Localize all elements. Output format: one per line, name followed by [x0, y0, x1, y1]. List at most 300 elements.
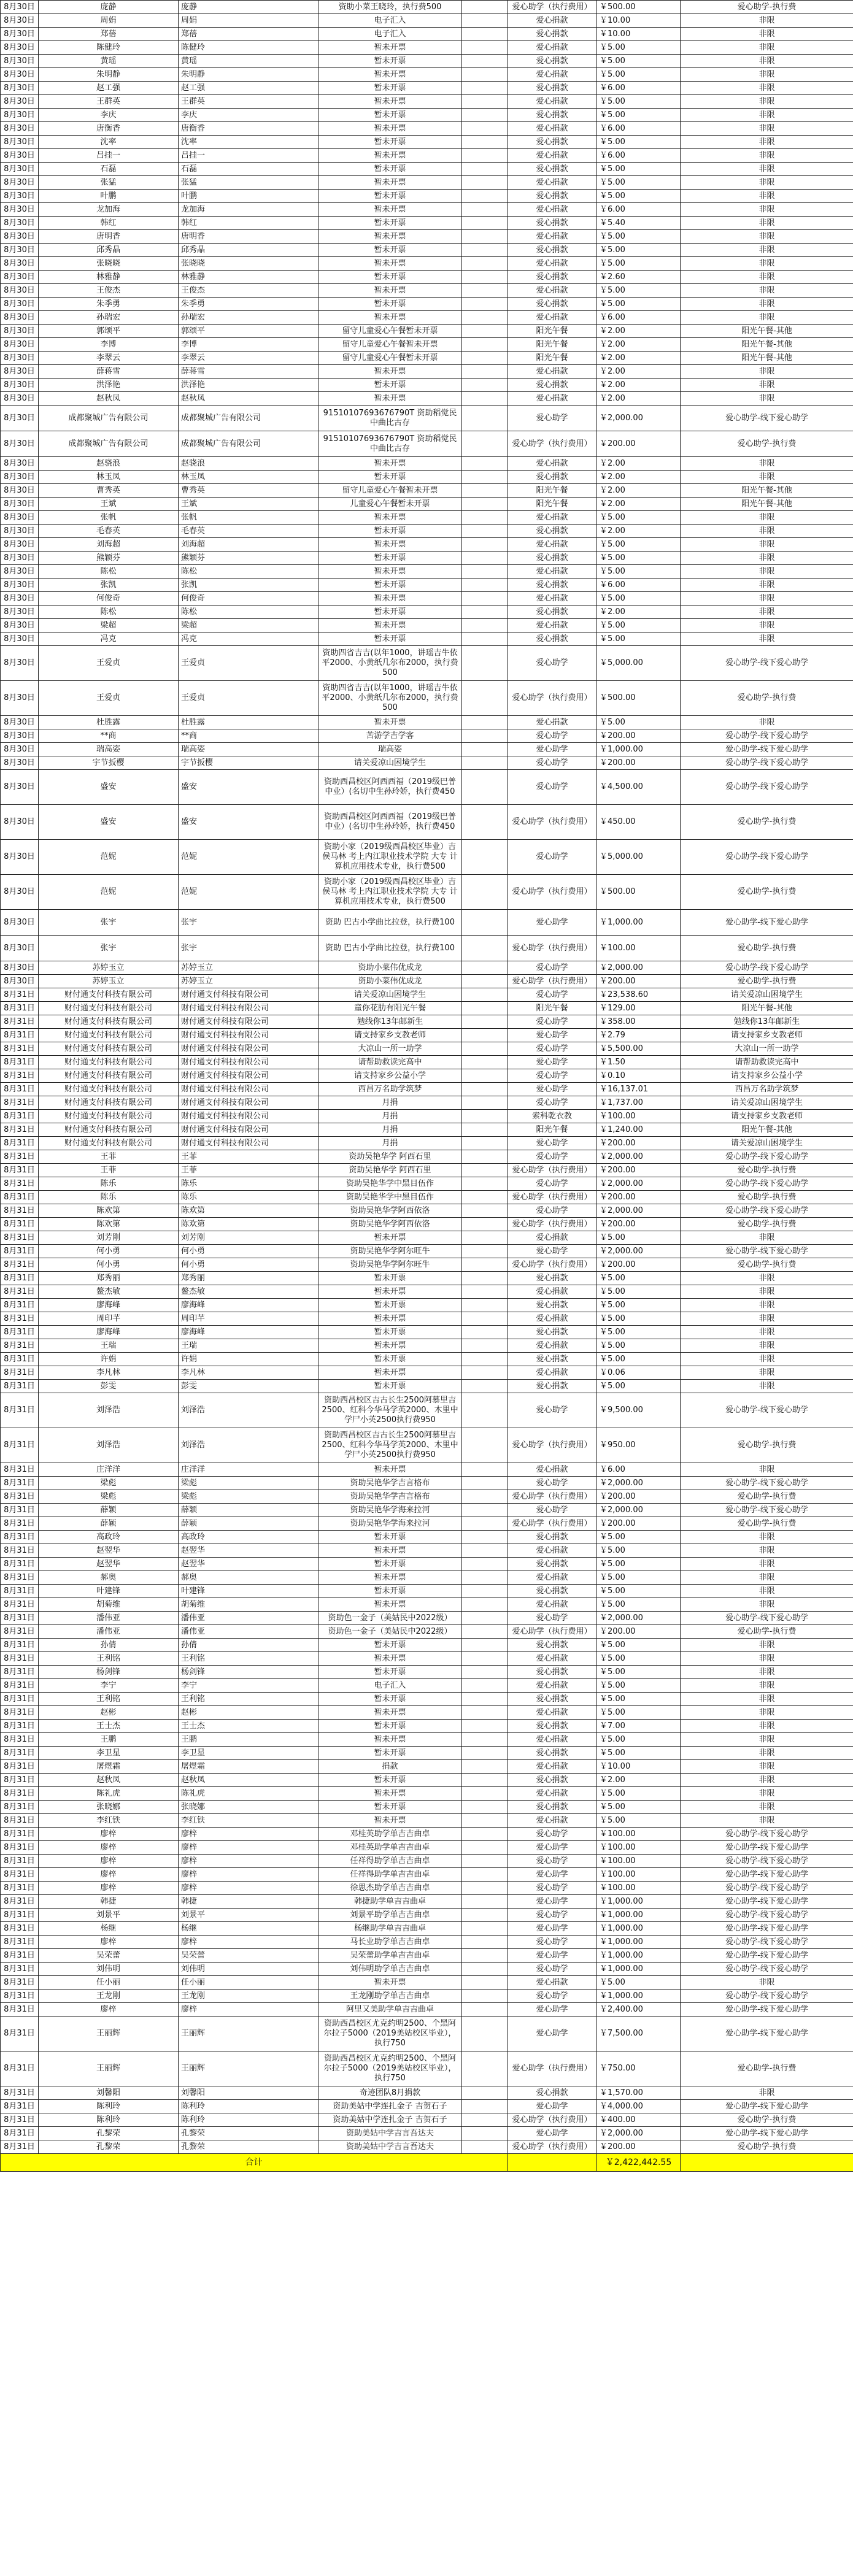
purpose-cell: 资助四省吉吉(以年1000，讲瑶吉牛依平2000、小黄纸几尔布2000，执行费500	[318, 646, 462, 681]
project-cell: 爱心捐款	[508, 471, 597, 484]
purpose-cell: 暂未开票	[318, 1312, 462, 1326]
date-cell: 8月31日	[1, 1015, 39, 1029]
invoice-cell	[462, 82, 508, 95]
date-cell: 8月30日	[1, 176, 39, 190]
amount-cell: ￥200.00	[597, 1258, 681, 1272]
invoice-cell	[462, 1666, 508, 1679]
donor-cell: 任小丽	[39, 1976, 179, 1990]
date-cell: 8月31日	[1, 2113, 39, 2127]
table-row	[1, 1218, 853, 1231]
name-cell: 薛颖	[179, 1504, 318, 1517]
donor-cell: 盛安	[39, 770, 179, 805]
purpose-cell: 资助西昌校区尤克约明2500、个黑阿尔拉子5000（2019美姑校区毕业），执行750	[318, 2017, 462, 2051]
name-cell: 韩红	[179, 217, 318, 230]
allocation-cell: 非限	[681, 1720, 853, 1733]
name-cell: 李红铁	[179, 1814, 318, 1828]
name-cell: 王俊杰	[179, 284, 318, 298]
table-row	[1, 1733, 853, 1747]
name-cell: 周印芊	[179, 1312, 318, 1326]
invoice-cell	[462, 1558, 508, 1571]
amount-cell: ￥1,000.00	[597, 910, 681, 936]
allocation-cell: 爱心助学-执行费	[681, 805, 853, 840]
allocation-cell: 爱心助学-线下爱心助学	[681, 2127, 853, 2140]
date-cell: 8月30日	[1, 729, 39, 743]
invoice-cell	[462, 271, 508, 284]
project-cell: 爱心捐款	[508, 1598, 597, 1612]
amount-cell: ￥5.00	[597, 511, 681, 525]
table-row	[1, 1693, 853, 1706]
allocation-cell: 爱心助学-线下爱心助学	[681, 770, 853, 805]
table-row	[1, 619, 853, 632]
donor-cell: 孙瑞宏	[39, 311, 179, 325]
date-cell: 8月30日	[1, 681, 39, 716]
name-cell: 庞静	[179, 1, 318, 14]
amount-cell: ￥5.00	[597, 565, 681, 579]
allocation-cell: 爱心助学-线下爱心助学	[681, 840, 853, 875]
date-cell: 8月31日	[1, 1774, 39, 1787]
purpose-cell: 暂未开票	[318, 190, 462, 203]
donor-cell: 赵骁浪	[39, 457, 179, 471]
date-cell: 8月31日	[1, 1069, 39, 1083]
allocation-cell: 爱心助学-线下爱心助学	[681, 1882, 853, 1895]
name-cell: 朱明静	[179, 68, 318, 82]
name-cell: 王爱贞	[179, 646, 318, 681]
name-cell: 李博	[179, 338, 318, 352]
allocation-cell: 爱心助学-线下爱心助学	[681, 1868, 853, 1882]
project-cell: 爱心助学（执行费用）	[508, 1218, 597, 1231]
donor-cell: 廖海峰	[39, 1326, 179, 1339]
allocation-cell: 非限	[681, 1679, 853, 1693]
donor-cell: 许娟	[39, 1353, 179, 1366]
project-cell: 爱心捐款	[508, 1976, 597, 1990]
project-cell: 爱心捐款	[508, 2086, 597, 2100]
allocation-cell: 爱心助学-线下爱心助学	[681, 1177, 853, 1191]
table-row	[1, 257, 853, 271]
project-cell: 爱心捐款	[508, 619, 597, 632]
invoice-cell	[462, 1733, 508, 1747]
table-row	[1, 68, 853, 82]
invoice-cell	[462, 1258, 508, 1272]
invoice-cell	[462, 988, 508, 1002]
donor-cell: 廖梓	[39, 1855, 179, 1868]
project-cell: 爱心助学	[508, 1922, 597, 1936]
date-cell: 8月31日	[1, 1164, 39, 1177]
donor-cell: 何小勇	[39, 1258, 179, 1272]
purpose-cell: 电子汇入	[318, 14, 462, 28]
allocation-cell: 非限	[681, 284, 853, 298]
amount-cell: ￥5.00	[597, 1544, 681, 1558]
amount-cell: ￥5.00	[597, 1353, 681, 1366]
allocation-cell: 爱心助学-线下爱心助学	[681, 1909, 853, 1922]
donor-cell: 石磊	[39, 163, 179, 176]
purpose-cell: 暂未开票	[318, 1666, 462, 1679]
date-cell: 8月31日	[1, 2017, 39, 2051]
date-cell: 8月30日	[1, 284, 39, 298]
purpose-cell: 暂未开票	[318, 217, 462, 230]
allocation-cell: 非限	[681, 1652, 853, 1666]
purpose-cell: 电子汇入	[318, 28, 462, 41]
invoice-cell	[462, 14, 508, 28]
project-cell: 爱心捐款	[508, 163, 597, 176]
name-cell: 潘伟亚	[179, 1612, 318, 1625]
name-cell: 刘馨阳	[179, 2086, 318, 2100]
name-cell: 财付通支付科技有限公司	[179, 1083, 318, 1096]
allocation-cell: 阳光午餐-其他	[681, 325, 853, 338]
name-cell: 财付通支付科技有限公司	[179, 1056, 318, 1069]
date-cell: 8月31日	[1, 1909, 39, 1922]
table-row	[1, 1936, 853, 1949]
amount-cell: ￥2,000.00	[597, 961, 681, 975]
table-row	[1, 244, 853, 257]
project-cell: 爱心助学	[508, 1096, 597, 1110]
allocation-cell: 爱心助学-执行费	[681, 2140, 853, 2154]
invoice-cell	[462, 1312, 508, 1326]
date-cell: 8月31日	[1, 1598, 39, 1612]
donor-cell: 陈松	[39, 606, 179, 619]
purpose-cell: 资助吴艳华学吉言格布	[318, 1490, 462, 1504]
purpose-cell: 资助美姑中学吉言吾达夫	[318, 2140, 462, 2154]
date-cell: 8月31日	[1, 1177, 39, 1191]
amount-cell: ￥5.00	[597, 592, 681, 606]
allocation-cell: 非限	[681, 1544, 853, 1558]
name-cell: 财付通支付科技有限公司	[179, 1029, 318, 1042]
amount-cell: ￥2,000.00	[597, 1504, 681, 1517]
invoice-cell	[462, 1571, 508, 1585]
table-row	[1, 1299, 853, 1312]
amount-cell: ￥200.00	[597, 729, 681, 743]
name-cell: 孔黎荣	[179, 2140, 318, 2154]
allocation-cell: 爱心助学-线下爱心助学	[681, 1990, 853, 2003]
project-cell: 爱心助学	[508, 988, 597, 1002]
table-row	[1, 1366, 853, 1380]
table-row	[1, 1083, 853, 1096]
table-row	[1, 457, 853, 471]
donor-cell: 陈健玲	[39, 41, 179, 55]
project-cell: 爱心捐款	[508, 136, 597, 149]
project-cell: 爱心助学（执行费用）	[508, 1625, 597, 1639]
date-cell: 8月30日	[1, 95, 39, 109]
name-cell: 赵秋凤	[179, 392, 318, 406]
table-row	[1, 365, 853, 379]
purpose-cell: 暂未开票	[318, 122, 462, 136]
purpose-cell: 任祥得助学单吉吉曲卓	[318, 1868, 462, 1882]
donor-cell: 吕挂一	[39, 149, 179, 163]
date-cell: 8月30日	[1, 406, 39, 431]
amount-cell: ￥10.00	[597, 14, 681, 28]
table-row	[1, 756, 853, 770]
table-row	[1, 632, 853, 646]
invoice-cell	[462, 163, 508, 176]
project-cell: 爱心助学	[508, 1042, 597, 1056]
donor-cell: 郭颂平	[39, 325, 179, 338]
date-cell: 8月30日	[1, 484, 39, 498]
name-cell: 任小丽	[179, 1976, 318, 1990]
total-amount: ￥2,422,442.55	[597, 2154, 681, 2172]
date-cell: 8月30日	[1, 41, 39, 55]
table-row	[1, 311, 853, 325]
donor-cell: 王瑞	[39, 1339, 179, 1353]
allocation-cell: 非限	[681, 1801, 853, 1814]
purpose-cell: 刘伟明助学单吉吉曲卓	[318, 1963, 462, 1976]
allocation-cell: 爱心助学-线下爱心助学	[681, 1855, 853, 1868]
invoice-cell	[462, 1720, 508, 1733]
name-cell: 薛颖	[179, 1517, 318, 1531]
invoice-cell	[462, 511, 508, 525]
allocation-cell: 爱心助学-执行费	[681, 1191, 853, 1204]
table-row	[1, 163, 853, 176]
invoice-cell	[462, 1123, 508, 1137]
name-cell: 张帆	[179, 511, 318, 525]
date-cell: 8月31日	[1, 1895, 39, 1909]
donor-cell: 陈礼虎	[39, 1787, 179, 1801]
date-cell: 8月30日	[1, 511, 39, 525]
allocation-cell: 请支持家乡支教老师	[681, 1110, 853, 1123]
date-cell: 8月31日	[1, 988, 39, 1002]
invoice-cell	[462, 68, 508, 82]
allocation-cell: 爱心助学-线下爱心助学	[681, 1477, 853, 1490]
invoice-cell	[462, 1056, 508, 1069]
project-cell: 爱心捐款	[508, 365, 597, 379]
name-cell: 王鹏	[179, 1733, 318, 1747]
donor-cell: 张帆	[39, 511, 179, 525]
invoice-cell	[462, 646, 508, 681]
amount-cell: ￥16,137.01	[597, 1083, 681, 1096]
donor-cell: 廖梓	[39, 1828, 179, 1841]
invoice-cell	[462, 298, 508, 311]
table-row	[1, 936, 853, 961]
project-cell: 爱心助学	[508, 1963, 597, 1976]
purpose-cell: 资助吴艳华学阿西依洛	[318, 1218, 462, 1231]
purpose-cell: 暂未开票	[318, 284, 462, 298]
invoice-cell	[462, 498, 508, 511]
table-row	[1, 1110, 853, 1123]
date-cell: 8月31日	[1, 1963, 39, 1976]
project-cell: 爱心助学	[508, 910, 597, 936]
project-cell: 爱心助学	[508, 1504, 597, 1517]
project-cell: 爱心捐款	[508, 1339, 597, 1353]
purpose-cell: 请支持家乡支教老师	[318, 1029, 462, 1042]
date-cell: 8月30日	[1, 365, 39, 379]
amount-cell: ￥5.00	[597, 190, 681, 203]
amount-cell: ￥5.00	[597, 1380, 681, 1393]
project-cell: 爱心助学	[508, 1069, 597, 1083]
invoice-cell	[462, 961, 508, 975]
donor-cell: 财付通支付科技有限公司	[39, 1042, 179, 1056]
amount-cell: ￥2.00	[597, 484, 681, 498]
invoice-cell	[462, 41, 508, 55]
date-cell: 8月31日	[1, 1801, 39, 1814]
table-row	[1, 1828, 853, 1841]
name-cell: 郝奥	[179, 1571, 318, 1585]
amount-cell: ￥6.00	[597, 311, 681, 325]
date-cell: 8月30日	[1, 203, 39, 217]
purpose-cell: 91510107693676790T 资助稻觉民中曲比古存	[318, 431, 462, 457]
name-cell: 叶鹏	[179, 190, 318, 203]
donor-cell: 梁彪	[39, 1490, 179, 1504]
amount-cell: ￥7,500.00	[597, 2017, 681, 2051]
name-cell: 瑞高姿	[179, 743, 318, 756]
purpose-cell: 暂未开票	[318, 619, 462, 632]
amount-cell: ￥1,000.00	[597, 1909, 681, 1922]
amount-cell: ￥950.00	[597, 1428, 681, 1463]
table-row	[1, 2003, 853, 2017]
project-cell: 爱心助学	[508, 1612, 597, 1625]
date-cell: 8月30日	[1, 392, 39, 406]
donor-cell: 李宁	[39, 1679, 179, 1693]
project-cell: 爱心捐款	[508, 1652, 597, 1666]
table-row	[1, 805, 853, 840]
donor-cell: 郑蓓	[39, 28, 179, 41]
project-cell: 爱心捐款	[508, 41, 597, 55]
table-row	[1, 1504, 853, 1517]
invoice-cell	[462, 190, 508, 203]
table-row	[1, 1204, 853, 1218]
table-row	[1, 1245, 853, 1258]
date-cell: 8月30日	[1, 756, 39, 770]
purpose-cell: 资助吴艳华学中黑目伍作	[318, 1177, 462, 1191]
purpose-cell: 资助美姑中学连扎金子 吉贺石子	[318, 2100, 462, 2113]
amount-cell: ￥200.00	[597, 1517, 681, 1531]
name-cell: 张猛	[179, 176, 318, 190]
donor-cell: 财付通支付科技有限公司	[39, 1123, 179, 1137]
date-cell: 8月30日	[1, 338, 39, 352]
table-row	[1, 1666, 853, 1679]
purpose-cell: 资助吴艳华学阿尔旺牛	[318, 1245, 462, 1258]
invoice-cell	[462, 1299, 508, 1312]
date-cell: 8月31日	[1, 1083, 39, 1096]
table-row	[1, 95, 853, 109]
name-cell: 龙加海	[179, 203, 318, 217]
name-cell: 刘芳刚	[179, 1231, 318, 1245]
amount-cell: ￥5.00	[597, 1585, 681, 1598]
project-cell: 爱心助学（执行费用）	[508, 1517, 597, 1531]
date-cell: 8月31日	[1, 1326, 39, 1339]
name-cell: 刘海超	[179, 538, 318, 552]
purpose-cell: 留守儿童爱心午餐暂未开票	[318, 352, 462, 365]
date-cell: 8月31日	[1, 1517, 39, 1531]
project-cell: 爱心捐款	[508, 1774, 597, 1787]
donor-cell: 吴荣蕾	[39, 1949, 179, 1963]
amount-cell: ￥500.00	[597, 1, 681, 14]
allocation-cell: 非限	[681, 1774, 853, 1787]
date-cell: 8月31日	[1, 1544, 39, 1558]
amount-cell: ￥200.00	[597, 2140, 681, 2154]
invoice-cell	[462, 1747, 508, 1760]
invoice-cell	[462, 1110, 508, 1123]
invoice-cell	[462, 1177, 508, 1191]
table-row	[1, 498, 853, 511]
date-cell: 8月31日	[1, 1720, 39, 1733]
name-cell: 陈乐	[179, 1191, 318, 1204]
project-cell: 爱心助学	[508, 729, 597, 743]
date-cell: 8月31日	[1, 1272, 39, 1285]
donor-cell: 陈松	[39, 565, 179, 579]
donor-cell: 毛春英	[39, 525, 179, 538]
allocation-cell: 非限	[681, 68, 853, 82]
purpose-cell: 暂未开票	[318, 109, 462, 122]
donor-cell: 林雅静	[39, 271, 179, 284]
purpose-cell: 暂未开票	[318, 632, 462, 646]
donor-cell: 朱明静	[39, 68, 179, 82]
donor-cell: 唐衡香	[39, 122, 179, 136]
donor-cell: 沈率	[39, 136, 179, 149]
allocation-cell: 爱心助学-线下爱心助学	[681, 1949, 853, 1963]
name-cell: 杨剑锋	[179, 1666, 318, 1679]
allocation-cell: 爱心助学-线下爱心助学	[681, 743, 853, 756]
purpose-cell: 资助西昌校区吉古长生2500阿慕里吉2500、红科今华马学英2000、木里中学尸小英2500执行费950	[318, 1428, 462, 1463]
purpose-cell: 资助小家（2019级西昌校区毕业）吉侯马林 考上内江职业技术学院 大专 计算机应用技术专业，执行费500	[318, 875, 462, 910]
project-cell: 爱心助学	[508, 1855, 597, 1868]
table-row	[1, 1312, 853, 1326]
donor-cell: 杜胜露	[39, 716, 179, 729]
donor-cell: 成都聚城广告有限公司	[39, 406, 179, 431]
donor-cell: 王龙刚	[39, 1990, 179, 2003]
invoice-cell	[462, 176, 508, 190]
table-row	[1, 565, 853, 579]
table-row	[1, 1326, 853, 1339]
purpose-cell: 暂未开票	[318, 163, 462, 176]
purpose-cell: 暂未开票	[318, 149, 462, 163]
allocation-cell: 大凉山一所一助学	[681, 1042, 853, 1056]
name-cell: 刘伟明	[179, 1963, 318, 1976]
table-row	[1, 1137, 853, 1150]
name-cell: 唐明香	[179, 230, 318, 244]
date-cell: 8月30日	[1, 565, 39, 579]
purpose-cell: 暂未开票	[318, 68, 462, 82]
invoice-cell	[462, 538, 508, 552]
amount-cell: ￥5.00	[597, 716, 681, 729]
invoice-cell	[462, 392, 508, 406]
date-cell: 8月31日	[1, 2100, 39, 2113]
project-cell: 爱心捐款	[508, 1285, 597, 1299]
donor-cell: 庞静	[39, 1, 179, 14]
name-cell: 廖梓	[179, 2003, 318, 2017]
invoice-cell	[462, 1463, 508, 1477]
purpose-cell: 暂未开票	[318, 1814, 462, 1828]
donor-cell: 刘景平	[39, 1909, 179, 1922]
donor-cell: 曹秀英	[39, 484, 179, 498]
amount-cell: ￥5.00	[597, 1706, 681, 1720]
project-cell: 爱心捐款	[508, 95, 597, 109]
table-row	[1, 2127, 853, 2140]
amount-cell: ￥100.00	[597, 1868, 681, 1882]
purpose-cell: 杨继助学单吉吉曲卓	[318, 1922, 462, 1936]
invoice-cell	[462, 592, 508, 606]
amount-cell: ￥5.00	[597, 1639, 681, 1652]
table-row	[1, 975, 853, 988]
purpose-cell: 勉线你13年邮新生	[318, 1015, 462, 1029]
date-cell: 8月31日	[1, 1868, 39, 1882]
date-cell: 8月31日	[1, 1625, 39, 1639]
date-cell: 8月31日	[1, 1285, 39, 1299]
allocation-cell: 非限	[681, 55, 853, 68]
project-cell: 阳光午餐	[508, 1002, 597, 1015]
name-cell: 杨继	[179, 1922, 318, 1936]
amount-cell: ￥1,240.00	[597, 1123, 681, 1137]
purpose-cell: 暂未开票	[318, 230, 462, 244]
allocation-cell: 请帮助救读完高中	[681, 1056, 853, 1069]
project-cell: 爱心捐款	[508, 632, 597, 646]
date-cell: 8月31日	[1, 1558, 39, 1571]
project-cell: 爱心捐款	[508, 716, 597, 729]
amount-cell: ￥5.00	[597, 298, 681, 311]
amount-cell: ￥5.00	[597, 1679, 681, 1693]
purpose-cell: 资助吴艳华学 阿西石里	[318, 1164, 462, 1177]
purpose-cell: 资助色一金子（美姑民中2022级）	[318, 1625, 462, 1639]
name-cell: 王士杰	[179, 1720, 318, 1733]
amount-cell: ￥200.00	[597, 1625, 681, 1639]
allocation-cell: 非限	[681, 1814, 853, 1828]
